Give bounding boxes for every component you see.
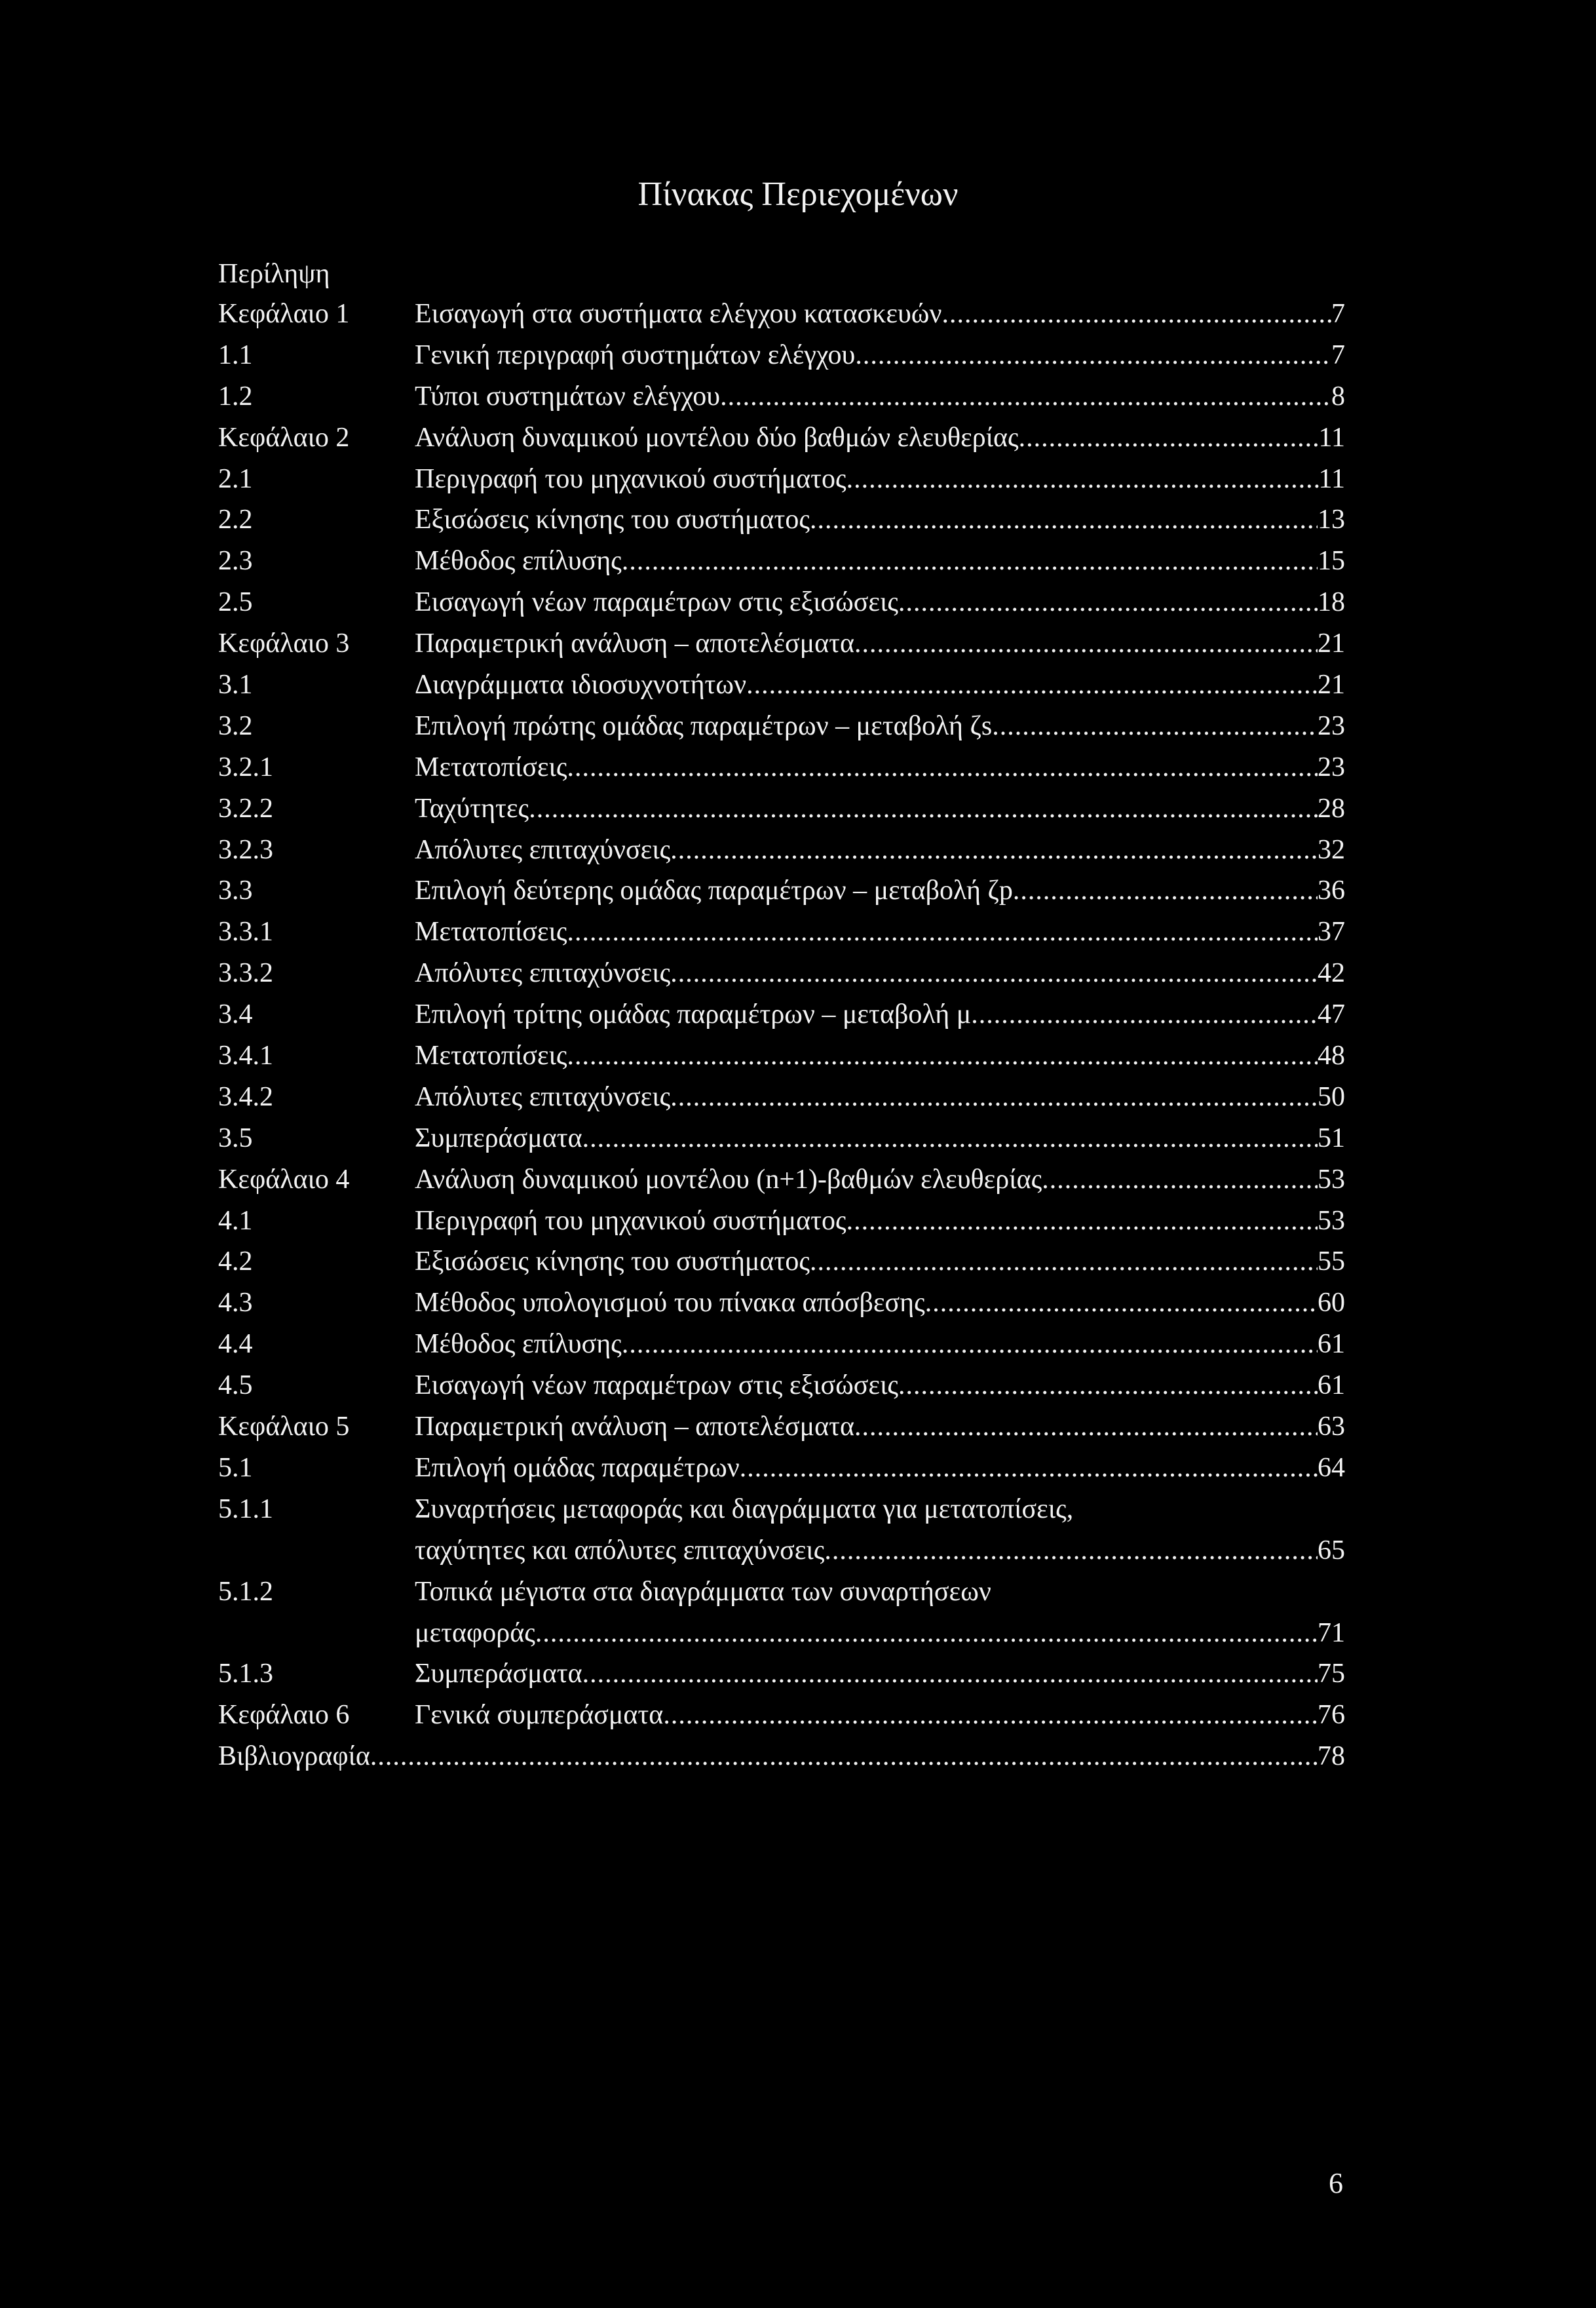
toc-entry-page: 63 — [1318, 1412, 1345, 1442]
toc-entry-page: 7 — [1331, 299, 1345, 329]
toc-entry[interactable] — [218, 747, 1345, 788]
toc-entry-title: Εισαγωγή νέων παραμέτρων στις εξισώσεις — [415, 587, 898, 618]
toc-entry-title: Μέθοδος επίλυσης — [415, 1329, 622, 1360]
toc-entry-page: 23 — [1318, 710, 1345, 741]
toc-leader-dots — [582, 1118, 1318, 1159]
toc-entry-title: Εξισώσεις κίνησης του συστήματος — [415, 1246, 810, 1277]
toc-entry-number: 3.2.1 — [218, 752, 273, 782]
toc-entry-body — [415, 830, 1345, 871]
toc-entry-title: Ανάλυση δυναμικού μοντέλου δύο βαθμών ελευθερίας — [415, 422, 1019, 453]
toc-entry-number: 3.3.2 — [218, 958, 273, 989]
toc-entry-body — [415, 1365, 1345, 1406]
toc-entry-body — [415, 1159, 1345, 1201]
toc-entry-body — [415, 747, 1345, 788]
toc-entry-line — [415, 623, 1345, 664]
toc-entry-title: Τοπικά μέγιστα στα διαγράμματα των συναρτήσεων — [415, 1576, 991, 1607]
toc-entry-line — [415, 706, 1345, 747]
toc-entry[interactable] — [218, 994, 1345, 1035]
toc-bibliography-row[interactable] — [218, 1736, 1345, 1777]
toc-entry[interactable] — [218, 335, 1345, 376]
toc-entry-title: Απόλυτες επιταχύνσεις — [415, 1081, 671, 1112]
toc-entry[interactable] — [218, 1406, 1345, 1448]
toc-entry-title: Γενικά συμπεράσματα — [415, 1700, 664, 1731]
toc-entry-body — [415, 1035, 1345, 1077]
toc-entry-title: Μετατοπίσεις — [415, 752, 567, 782]
toc-leader-dots — [622, 541, 1318, 582]
toc-entry-title: Παραμετρική ανάλυση – αποτελέσματα — [415, 1412, 854, 1442]
toc-entry-line — [415, 1035, 1345, 1077]
toc-entry-page: 28 — [1318, 793, 1345, 824]
toc-entry-title: Μέθοδος υπολογισμού του πίνακα απόσβεσης — [415, 1288, 925, 1318]
toc-entry-body — [415, 1201, 1345, 1242]
toc-entry-line — [415, 664, 1345, 706]
toc-entry-title: Μετατοπίσεις — [415, 1041, 567, 1071]
toc-entry[interactable] — [218, 376, 1345, 417]
toc-leader-dots — [670, 1077, 1318, 1118]
toc-entry-page: 48 — [1318, 1041, 1345, 1071]
toc-entry-line — [415, 1613, 1345, 1654]
toc-entry[interactable] — [218, 870, 1345, 912]
page-number: 6 — [1329, 2167, 1343, 2199]
toc-entry-body — [415, 994, 1345, 1035]
toc-entry-number: 3.2 — [218, 710, 253, 741]
toc-leader-dots — [854, 623, 1318, 664]
toc-entry-number: 3.4.1 — [218, 1041, 273, 1071]
toc-entry[interactable] — [218, 912, 1345, 953]
toc-leader-dots — [854, 1406, 1318, 1448]
toc-bibliography-page: 78 — [1318, 1741, 1345, 1772]
toc-leader-dots — [810, 499, 1318, 541]
toc-entry-body — [415, 459, 1345, 500]
toc-entry-page: 60 — [1318, 1288, 1345, 1318]
toc-entry-number: 4.4 — [218, 1329, 253, 1360]
toc-entry-title: Επιλογή ομάδας παραμέτρων — [415, 1452, 740, 1483]
toc-entry[interactable] — [218, 1571, 1345, 1654]
toc-entry[interactable] — [218, 1077, 1345, 1118]
toc-entry-body — [415, 1489, 1345, 1571]
toc-leader-dots — [670, 953, 1318, 994]
toc-entry-line — [415, 747, 1345, 788]
toc-entry-body — [415, 1448, 1345, 1489]
toc-leader-dots — [846, 1201, 1318, 1242]
toc-entry[interactable] — [218, 1241, 1345, 1282]
toc-entry-page: 64 — [1318, 1452, 1345, 1483]
toc-leader-dots — [670, 830, 1318, 871]
toc-entry-number: 5.1.3 — [218, 1659, 273, 1689]
toc-entry[interactable] — [218, 1282, 1345, 1324]
toc-entry-page: 42 — [1318, 958, 1345, 989]
toc-entry-page: 13 — [1318, 505, 1345, 535]
toc-leader-dots — [370, 1736, 1318, 1777]
toc-entry-title: Εξισώσεις κίνησης του συστήματος — [415, 505, 810, 535]
toc-entry-title: μεταφοράς — [415, 1617, 535, 1648]
toc-leader-dots — [992, 706, 1318, 747]
toc-entry-title: Εισαγωγή νέων παραμέτρων στις εξισώσεις — [415, 1370, 898, 1401]
toc-leader-dots — [567, 912, 1318, 953]
toc-entry-title: Περιγραφή του μηχανικού συστήματος — [415, 1205, 846, 1236]
toc-entry[interactable] — [218, 1035, 1345, 1077]
toc-entry-body — [415, 1571, 1345, 1654]
toc-entry-page: 18 — [1318, 587, 1345, 618]
toc-entry-page: 15 — [1318, 546, 1345, 577]
toc-entry-body — [415, 1077, 1345, 1118]
toc-entry-body — [415, 417, 1345, 459]
toc-leader-dots — [824, 1530, 1318, 1571]
toc-entry-page: 61 — [1318, 1370, 1345, 1401]
toc-entry-title: ταχύτητες και απόλυτες επιταχύνσεις — [415, 1535, 825, 1566]
toc-entry[interactable] — [218, 1365, 1345, 1406]
toc-entry-line — [415, 1653, 1345, 1695]
toc-abstract-heading: Περίληψη — [218, 259, 330, 289]
toc-entry-number: 5.1 — [218, 1452, 253, 1483]
toc-entry-line — [415, 1489, 1345, 1530]
toc-entry-number: 4.3 — [218, 1288, 253, 1318]
toc-entry-title: Συμπεράσματα — [415, 1123, 582, 1153]
toc-leader-dots — [535, 1613, 1318, 1654]
toc-entry-number: Κεφάλαιο 3 — [218, 628, 350, 659]
toc-entry-body — [415, 335, 1345, 376]
toc-leader-dots — [941, 294, 1331, 335]
toc-leader-dots — [529, 788, 1318, 830]
toc-leader-dots — [622, 1324, 1318, 1365]
toc-entry-number: 3.5 — [218, 1123, 253, 1153]
toc-entry-title: Γενική περιγραφή συστημάτων ελέγχου — [415, 339, 856, 370]
toc-entry-number: 3.3 — [218, 875, 253, 906]
toc-entry-body — [415, 1406, 1345, 1448]
toc-entry-body — [415, 706, 1345, 747]
toc-entry-line — [415, 417, 1345, 459]
toc-entry-page: 37 — [1318, 917, 1345, 948]
toc-entry-page: 71 — [1318, 1617, 1345, 1648]
toc-entry-line — [415, 1077, 1345, 1118]
toc-entry-number: 4.2 — [218, 1246, 253, 1277]
toc-entry-line — [415, 1695, 1345, 1736]
toc-entry-page: 8 — [1331, 381, 1345, 412]
toc-entry-number: 3.2.3 — [218, 834, 273, 865]
toc-entry[interactable] — [218, 623, 1345, 664]
toc-leader-dots — [740, 1448, 1318, 1489]
toc-leader-dots — [971, 994, 1318, 1035]
toc-entry-page: 53 — [1318, 1164, 1345, 1195]
toc-entry-number: 3.4 — [218, 999, 253, 1030]
toc-entry-page: 32 — [1318, 834, 1345, 865]
toc-entry-body — [415, 541, 1345, 582]
toc-entry-title: Διαγράμματα ιδιοσυχνοτήτων — [415, 670, 747, 701]
toc-entry-title: Συμπεράσματα — [415, 1659, 582, 1689]
toc-leader-dots — [720, 376, 1331, 417]
toc-entry-title: Τύποι συστημάτων ελέγχου — [415, 381, 721, 412]
toc-entry-line — [415, 1118, 1345, 1159]
toc-leader-dots — [663, 1695, 1318, 1736]
toc-entry-number: 2.5 — [218, 587, 253, 618]
toc-entry[interactable] — [218, 1324, 1345, 1365]
toc-entry[interactable] — [218, 582, 1345, 623]
toc-entry[interactable] — [218, 1695, 1345, 1736]
toc-entry-line — [415, 335, 1345, 376]
toc-bibliography-label: Βιβλιογραφία — [218, 1741, 370, 1772]
toc-entry-page: 75 — [1318, 1659, 1345, 1689]
toc-leader-dots — [567, 747, 1318, 788]
toc-entry-page: 50 — [1318, 1081, 1345, 1112]
toc-entry[interactable] — [218, 1159, 1345, 1201]
toc-entry-page: 76 — [1318, 1700, 1345, 1731]
toc-entry-title: Ταχύτητες — [415, 793, 529, 824]
toc-entry-line — [415, 1530, 1345, 1571]
toc-entry[interactable] — [218, 499, 1345, 541]
toc-entry-line — [415, 376, 1345, 417]
toc-entry-line — [415, 1324, 1345, 1365]
toc-entry-body — [415, 1653, 1345, 1695]
toc-entry-body — [415, 1118, 1345, 1159]
toc-entry-body — [415, 582, 1345, 623]
toc-entry-number: 5.1.1 — [218, 1493, 273, 1524]
toc-entry-title: Ανάλυση δυναμικού μοντέλου (n+1)-βαθμών ελευθερίας — [415, 1164, 1042, 1195]
toc-entry-page: 61 — [1318, 1329, 1345, 1360]
toc-entry-page: 55 — [1318, 1246, 1345, 1277]
toc-entry-body — [415, 1324, 1345, 1365]
toc-entry-page: 11 — [1318, 463, 1345, 494]
toc-entry-title: Επιλογή πρώτης ομάδας παραμέτρων – μεταβολή ζs — [415, 710, 993, 741]
toc-entry-line — [415, 1241, 1345, 1282]
toc-entry-line — [415, 953, 1345, 994]
toc-entry-line — [415, 541, 1345, 582]
toc-entry-title: Συναρτήσεις μεταφοράς και διαγράμματα για μετατοπίσεις, — [415, 1493, 1074, 1524]
toc-entry-body — [415, 1282, 1345, 1324]
toc-entry-page: 7 — [1331, 339, 1345, 370]
toc-leader-dots — [846, 459, 1319, 500]
toc-entry-line — [415, 294, 1345, 335]
toc-entry-line — [415, 1571, 1345, 1613]
toc-entry-number: 5.1.2 — [218, 1576, 273, 1607]
toc-entry-title: Παραμετρική ανάλυση – αποτελέσματα — [415, 628, 854, 659]
toc-leader-dots — [925, 1282, 1318, 1324]
toc-entry-line — [415, 788, 1345, 830]
toc-entry[interactable] — [218, 459, 1345, 500]
toc-entry-body — [415, 953, 1345, 994]
toc-entry-line — [415, 1448, 1345, 1489]
toc-entry[interactable] — [218, 1653, 1345, 1695]
toc-entry[interactable] — [218, 417, 1345, 459]
toc-entry-line — [415, 1282, 1345, 1324]
toc-entry-body — [415, 912, 1345, 953]
toc-entry-page: 47 — [1318, 999, 1345, 1030]
toc-entry-page: 51 — [1318, 1123, 1345, 1153]
toc-entry-body — [415, 376, 1345, 417]
toc-entry[interactable] — [218, 1489, 1345, 1571]
toc-entry-title: Επιλογή τρίτης ομάδας παραμέτρων – μεταβολή μ — [415, 999, 972, 1030]
toc-entry-body — [415, 870, 1345, 912]
toc-entry-number: 3.1 — [218, 670, 253, 701]
toc-entry[interactable] — [218, 541, 1345, 582]
toc-entry[interactable] — [218, 1201, 1345, 1242]
toc-entry-line — [415, 1159, 1345, 1201]
toc-entry-number: 3.3.1 — [218, 917, 273, 948]
page-title: Πίνακας Περιεχομένων — [637, 176, 959, 213]
toc-entry-body — [415, 1695, 1345, 1736]
toc-entry-page: 53 — [1318, 1205, 1345, 1236]
toc-entry-number: Κεφάλαιο 4 — [218, 1164, 350, 1195]
toc-entry[interactable] — [218, 1118, 1345, 1159]
toc-entry-page: 65 — [1318, 1535, 1345, 1566]
toc-entry-line — [415, 830, 1345, 871]
toc-entry-number: 1.1 — [218, 339, 253, 370]
toc-entry-body — [415, 788, 1345, 830]
toc-entry-page: 36 — [1318, 875, 1345, 906]
toc-entry-title: Μέθοδος επίλυσης — [415, 546, 622, 577]
toc-entry-line — [415, 994, 1345, 1035]
toc-entry-title: Απόλυτες επιταχύνσεις — [415, 834, 671, 865]
toc-entry[interactable] — [218, 830, 1345, 871]
toc-entry[interactable] — [218, 953, 1345, 994]
toc-entry-body — [415, 623, 1345, 664]
toc-leader-dots — [898, 1365, 1318, 1406]
toc-entry-number: Κεφάλαιο 6 — [218, 1700, 350, 1731]
toc-entry-title: Επιλογή δεύτερης ομάδας παραμέτρων – μεταβολή ζp — [415, 875, 1013, 906]
toc-entry-body — [415, 294, 1345, 335]
toc-entry-number: 2.2 — [218, 505, 253, 535]
toc-entry-title: Απόλυτες επιταχύνσεις — [415, 958, 671, 989]
toc-entry-number: 4.1 — [218, 1205, 253, 1236]
toc-leader-dots — [746, 664, 1318, 706]
toc-entry-title: Μετατοπίσεις — [415, 917, 567, 948]
toc-entry-number: 1.2 — [218, 381, 253, 412]
toc-entry[interactable] — [218, 664, 1345, 706]
toc-entry-number: 3.2.2 — [218, 793, 273, 824]
toc-entry-number: 2.1 — [218, 463, 253, 494]
toc-entry-number: 3.4.2 — [218, 1081, 273, 1112]
toc-entry[interactable] — [218, 788, 1345, 830]
toc-entry-number: Κεφάλαιο 1 — [218, 299, 350, 329]
toc-entry[interactable] — [218, 294, 1345, 335]
toc-entry-line — [415, 1365, 1345, 1406]
toc-leader-dots — [898, 582, 1318, 623]
toc-entry-body — [415, 1241, 1345, 1282]
toc-entry-number: 2.3 — [218, 546, 253, 577]
toc-entry-title: Περιγραφή του μηχανικού συστήματος — [415, 463, 846, 494]
toc-entry-line — [415, 582, 1345, 623]
toc-leader-dots — [1019, 417, 1319, 459]
toc-leader-dots — [582, 1653, 1318, 1695]
toc-entry-page: 11 — [1318, 422, 1345, 453]
toc-entry-line — [415, 870, 1345, 912]
toc-entry[interactable] — [218, 1448, 1345, 1489]
toc-entry-number: Κεφάλαιο 5 — [218, 1412, 350, 1442]
toc-entry-number: 4.5 — [218, 1370, 253, 1401]
toc-entry[interactable] — [218, 706, 1345, 747]
toc-leader-dots — [810, 1241, 1318, 1282]
toc-entry-line — [415, 499, 1345, 541]
toc-entry-number: Κεφάλαιο 2 — [218, 422, 350, 453]
toc-leader-dots — [1013, 870, 1318, 912]
toc-leader-dots — [1042, 1159, 1318, 1201]
toc-entry-line — [415, 459, 1345, 500]
toc-entry-body — [415, 499, 1345, 541]
toc-entry-page: 21 — [1318, 670, 1345, 701]
toc-entry-body — [415, 664, 1345, 706]
toc-entry-line — [415, 1201, 1345, 1242]
toc-entry-title: Εισαγωγή στα συστήματα ελέγχου κατασκευών — [415, 299, 942, 329]
toc-entry-line — [415, 1406, 1345, 1448]
table-of-contents — [218, 294, 1345, 1777]
toc-entry-line — [415, 912, 1345, 953]
toc-entry-page: 21 — [1318, 628, 1345, 659]
toc-entry-page: 23 — [1318, 752, 1345, 782]
toc-leader-dots — [855, 335, 1331, 376]
toc-leader-dots — [567, 1035, 1318, 1077]
